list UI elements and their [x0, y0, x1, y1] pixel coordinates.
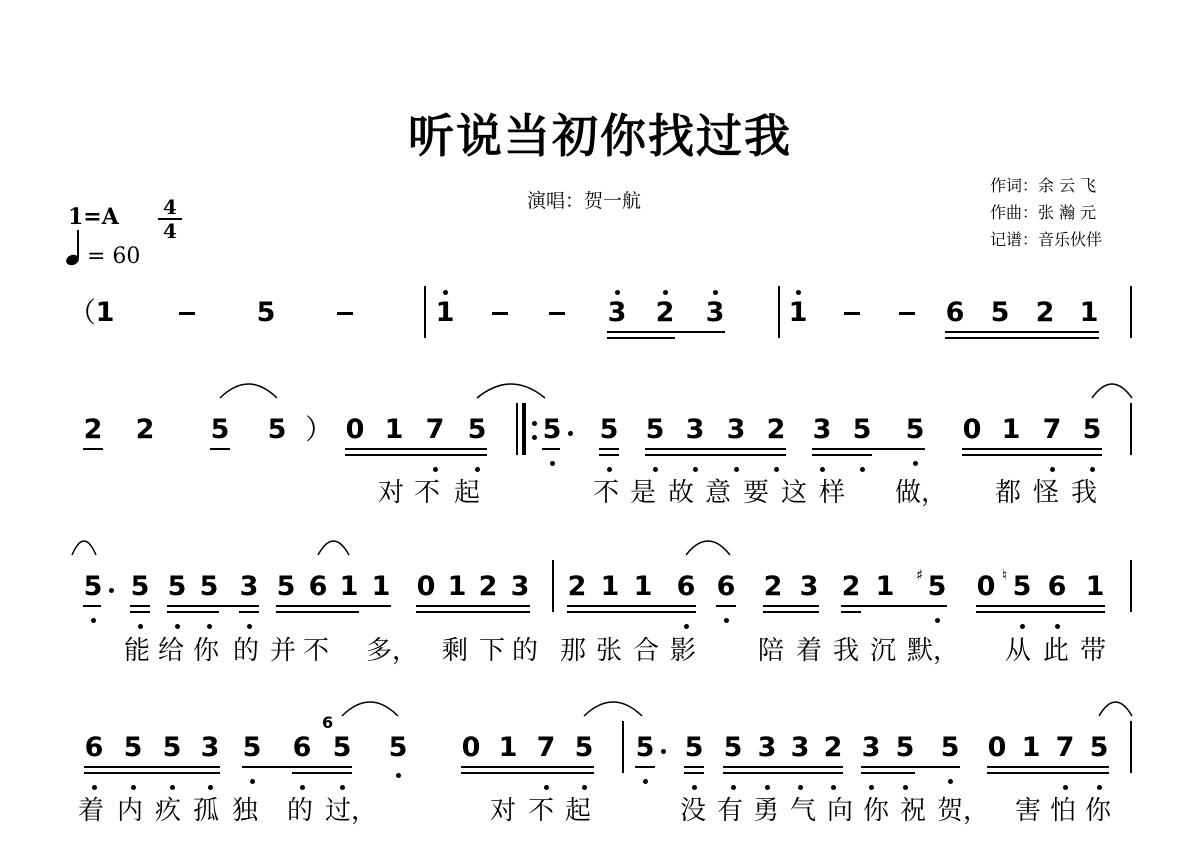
note: 3	[510, 571, 530, 602]
note: 1	[384, 414, 404, 445]
natural-sign: ♮	[1002, 566, 1008, 584]
note: 3	[239, 571, 259, 602]
note: 5	[940, 732, 960, 763]
lyric: 给	[158, 636, 185, 666]
note: 0	[461, 732, 481, 763]
note: 5	[210, 414, 230, 445]
note: 5	[256, 297, 276, 328]
note: 5	[388, 732, 408, 763]
lyric: 过，	[325, 796, 378, 826]
note: 6	[716, 571, 736, 602]
note: 1	[339, 571, 359, 602]
lyric: 勇	[753, 796, 780, 826]
lyric: 带	[1080, 636, 1107, 666]
lyric: 那	[560, 636, 587, 666]
lyric: 着	[796, 636, 823, 666]
note: 5	[599, 414, 619, 445]
lyric: 沉	[870, 636, 897, 666]
note: 5	[167, 571, 187, 602]
lyric: 合	[633, 636, 660, 666]
lyric: 此	[1043, 636, 1070, 666]
lyric: 是	[630, 478, 657, 508]
tempo-value: = 60	[87, 244, 141, 269]
lyric: 起	[565, 796, 592, 826]
note: 5	[723, 732, 743, 763]
lyric: 影	[670, 636, 697, 666]
note: 2	[1035, 297, 1055, 328]
note: 1	[1001, 414, 1021, 445]
lyric: 不	[593, 478, 620, 508]
note: 5	[199, 571, 219, 602]
note: 5	[1089, 732, 1109, 763]
time-top: 4	[163, 195, 177, 219]
note: 5	[467, 414, 487, 445]
slur	[72, 541, 96, 555]
note: 1	[371, 571, 391, 602]
note: 1	[600, 571, 620, 602]
note: 5	[684, 732, 704, 763]
note: 3	[757, 732, 777, 763]
note: 5	[852, 414, 872, 445]
lyric: 下	[479, 636, 506, 666]
note: 5	[123, 732, 143, 763]
lyric: 独	[232, 796, 259, 826]
note: 6	[84, 732, 104, 763]
lyric: 你	[193, 636, 220, 666]
note: 5	[905, 414, 925, 445]
composer-credit: 作曲：张 瀚 元	[990, 203, 1097, 222]
note: 3	[200, 732, 220, 763]
note: 0	[987, 732, 1007, 763]
slur	[584, 702, 642, 716]
note: 5	[574, 732, 594, 763]
slur	[342, 702, 398, 716]
note: 7	[1055, 732, 1075, 763]
note: 6	[308, 571, 328, 602]
note: 5	[990, 297, 1010, 328]
note: 1	[447, 571, 467, 602]
note: 7	[1042, 414, 1062, 445]
note: 0	[345, 414, 365, 445]
slur	[1099, 702, 1132, 716]
note: 6	[945, 297, 965, 328]
lyricist-credit: 作词：余 云 飞	[990, 176, 1097, 195]
key-signature: 1=A	[68, 204, 119, 230]
lyric: 着	[78, 796, 105, 826]
note: 2	[478, 571, 498, 602]
lyric: 你	[1085, 796, 1112, 826]
lyric: 祝	[900, 796, 927, 826]
lyric: 气	[790, 796, 817, 826]
note: 3	[705, 297, 725, 328]
lyric: 不	[303, 636, 330, 666]
lyric: 都	[995, 478, 1022, 508]
note: 7	[425, 414, 445, 445]
note: 3	[812, 414, 832, 445]
lyric: 不	[528, 796, 555, 826]
note: 1	[1021, 732, 1041, 763]
note: 3	[607, 297, 627, 328]
lyric: 孤	[193, 796, 220, 826]
lyric: 贺，	[937, 796, 990, 826]
lyric: 张	[596, 636, 623, 666]
note: 5	[83, 571, 103, 602]
note: 5	[542, 414, 562, 445]
singer-credit: 演唱：贺一航	[527, 190, 642, 212]
lyric: 的	[287, 796, 314, 826]
note: 7	[536, 732, 556, 763]
lyric: 的	[512, 636, 539, 666]
sharp-sign: ♯	[916, 566, 924, 584]
lyric: 不	[414, 478, 441, 508]
lyric: 起	[454, 478, 481, 508]
note: 6	[1047, 571, 1067, 602]
lyric: 没	[680, 796, 707, 826]
note: 5	[927, 571, 947, 602]
note: 2	[766, 414, 786, 445]
note: 6	[292, 732, 312, 763]
note: 2	[841, 571, 861, 602]
note: 3	[790, 732, 810, 763]
note: 1	[1079, 297, 1099, 328]
lyric: 这	[781, 478, 808, 508]
note: 2	[823, 732, 843, 763]
note: 2	[83, 414, 103, 445]
lyric: 默，	[907, 636, 960, 666]
note: 2	[763, 571, 783, 602]
note: 5	[162, 732, 182, 763]
lyric: 有	[717, 796, 744, 826]
slur	[1092, 384, 1132, 398]
note: 1	[95, 297, 115, 328]
note: 2	[567, 571, 587, 602]
note: 1	[788, 297, 808, 328]
note: 5	[130, 571, 150, 602]
note: 5	[242, 732, 262, 763]
note: 6	[676, 571, 696, 602]
lyric: 疚	[155, 796, 182, 826]
time-bottom: 4	[163, 219, 177, 243]
note: 3	[726, 414, 746, 445]
lyric: 我	[1071, 478, 1098, 508]
note: 5	[645, 414, 665, 445]
lyric: 对	[378, 478, 405, 508]
note: 1	[435, 297, 455, 328]
slur	[318, 541, 349, 555]
lyric: 对	[490, 796, 517, 826]
lyric: 样	[819, 478, 846, 508]
note: 5	[332, 732, 352, 763]
lyric: 我	[833, 636, 860, 666]
note: 5	[635, 732, 655, 763]
lyric: 要	[743, 478, 770, 508]
transcriber-credit: 记谱：音乐伙伴	[990, 230, 1103, 249]
lyric: 能	[124, 636, 151, 666]
lyric: 你	[863, 796, 890, 826]
paren-close: ）	[305, 413, 334, 446]
lyric: 做，	[895, 478, 948, 508]
lyric: 从	[1005, 636, 1032, 666]
note: 5	[895, 732, 915, 763]
song-title: 听说当初你找过我	[408, 109, 792, 163]
note: 3	[799, 571, 819, 602]
note: 3	[861, 732, 881, 763]
note: 1	[875, 571, 895, 602]
lyric: 剩	[442, 636, 469, 666]
slur	[686, 541, 730, 555]
note: 1	[498, 732, 518, 763]
note: 5	[267, 414, 287, 445]
lyric: 故	[668, 478, 695, 508]
note: 3	[685, 414, 705, 445]
lyric: 内	[117, 796, 144, 826]
note: 0	[416, 571, 436, 602]
note: 5	[276, 571, 296, 602]
lyric: 向	[827, 796, 854, 826]
note: 0	[976, 571, 996, 602]
note: 1	[633, 571, 653, 602]
lyric: 多，	[366, 636, 419, 666]
note: 0	[962, 414, 982, 445]
lyric: 怕	[1050, 796, 1077, 826]
paren-open: （	[68, 296, 97, 329]
slur	[477, 384, 545, 398]
lyric: 害	[1015, 796, 1042, 826]
grace-note: 6	[322, 713, 334, 732]
lyric: 意	[705, 478, 732, 508]
note: 1	[1085, 571, 1105, 602]
lyric: 陪	[758, 636, 785, 666]
note: 5	[1012, 571, 1032, 602]
lyric: 并	[270, 636, 297, 666]
note: 2	[135, 414, 155, 445]
lyric: 怪	[1033, 478, 1060, 508]
lyric: 的	[233, 636, 260, 666]
note: 2	[655, 297, 675, 328]
note: 5	[1082, 414, 1102, 445]
slur	[220, 384, 277, 398]
